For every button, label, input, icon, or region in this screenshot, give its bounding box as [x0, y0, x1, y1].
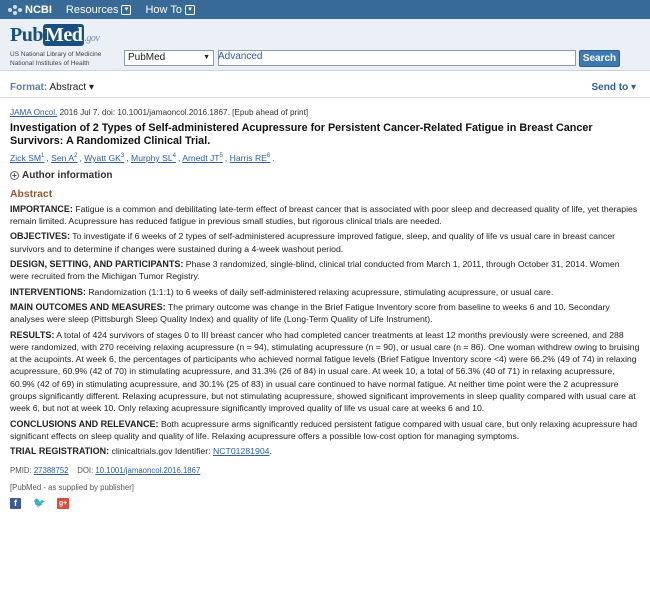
author-information-toggle[interactable] — [10, 170, 640, 181]
format-selector[interactable] — [10, 82, 94, 93]
section-label: MAIN OUTCOMES AND MEASURES: — [10, 301, 166, 312]
abstract-section — [10, 230, 640, 255]
chevron-down-icon: ▼ — [203, 54, 210, 61]
divider — [0, 97, 650, 98]
abstract-section — [10, 258, 640, 283]
section-text: To investigate if 6 weeks of 2 types of self-administered acupressure improved fatigue, sleep, and quality of life vs usual care in breast cancer survivors and to determine if changes were sustained during a 4-week washout period. — [10, 231, 616, 254]
article-title: Investigation of 2 Types of Self-administered Acupressure for Persistent Cancer-Related Fatigue in Breast Cancer Survivors: A Randomized Clinical Trial. — [10, 122, 593, 147]
author-link[interactable]: Harris $RE^6$ — [229, 152, 271, 163]
send-to-menu[interactable] — [592, 82, 636, 93]
section-label: DESIGN, SETTING, AND PARTICIPANTS: — [10, 259, 184, 270]
section-label: TRIAL REGISTRATION: — [10, 446, 110, 457]
ncbi-logo[interactable] — [8, 4, 52, 16]
abstract-heading: Abstract — [10, 188, 53, 200]
abstract-section — [10, 418, 640, 443]
section-text: clinicaltrials.gov Identifier: — [109, 446, 213, 457]
pmid-link[interactable]: 27388752 — [33, 465, 69, 475]
section-text: Fatigue is a common and debilitating late-term effect of breast cancer that is associated with poor sleep and decreased quality of life, yet therapies remain limited. Acupressure has reduced fatigue in previous small studies, but rigorous clinical trials are needed. — [10, 203, 638, 227]
section-text: Phase 3 randomized, single-blind, clinical trial conducted from March 1, 2011, through October 31, 2014. Women were recruited from the Michigan Tumor Registry. — [10, 259, 620, 282]
author-link[interactable]: Arnedt $JT^5$ — [182, 152, 223, 163]
section-label: INTERVENTIONS: — [10, 286, 86, 297]
search-input[interactable] — [218, 50, 576, 66]
abstract-section — [10, 286, 640, 298]
format-bar — [10, 82, 636, 93]
search-button[interactable]: Search — [579, 50, 620, 67]
resources-menu-label: Resources — [65, 3, 119, 16]
database-select-value: PubMed — [128, 52, 166, 63]
howto-menu[interactable] — [145, 4, 194, 16]
chevron-down-icon: ▾ — [630, 82, 636, 93]
section-label: RESULTS: — [10, 329, 55, 340]
author-link[interactable]: Murphy $SL^4$ — [131, 152, 176, 163]
author-list: Zick $SM^1$ , Sen $A^2$ , Wyatt $GK^3$ , Murphy $SL^4$ , Arnedt $JT^5$ , Harris $RE^6$ . — [10, 152, 275, 163]
section-text: The primary outcome was change in the Brief Fatigue Inventory score from baseline to weeks 6 and 10. Secondary analyses were sleep (Pittsburgh Sleep Quality Index) and quality of life (Long-Term Quality of Life Instrument). — [10, 301, 610, 325]
abstract-section — [10, 329, 640, 415]
chevron-down-icon: ▾ — [88, 82, 94, 93]
article — [10, 108, 640, 509]
abstract-section — [10, 301, 640, 326]
trial-id-link[interactable]: NCT01281904 — [212, 446, 270, 457]
section-label: OBJECTIVES: — [10, 231, 71, 242]
format-label: Format: — [10, 82, 48, 93]
ncbi-logo-icon — [8, 5, 22, 15]
google-plus-icon[interactable]: g+ — [58, 499, 68, 507]
search-header — [0, 19, 650, 71]
section-text: Both acupressure arms significantly reduced persistent fatigue compared with usual care, but only relaxing acupressure had significant effects on sleep quality and quality of life. Relaxing acupressure offers a possible low-cost option for managing symptoms. — [10, 418, 638, 441]
database-select[interactable] — [124, 50, 214, 66]
author-link[interactable]: Sen $A^2$ — [51, 152, 78, 163]
section-label: CONCLUSIONS AND RELEVANCE: — [10, 418, 159, 429]
author-information-label: Author information — [22, 169, 113, 181]
chevron-down-icon: ▾ — [185, 5, 195, 15]
section-text: A total of 424 survivors of stages 0 to III breast cancer who had completed cancer treatments at least 12 months previously were screened, and 288 were randomized, with 270 receiving relaxing acupressure (n = 94), stimulating acupressure (n = 90), or usual care (n = 86). One woman withdrew owing to bruising at the acupoints. At week 6, the percentages of participants who achieved normal fatigue levels (Brief Fatigue Inventory score <4) were 66.2% (49 of 74) in relaxing acupressure, 60.9% (42 of 70) in stimulating acupressure, and 31.3% (26 of 84) in usual care. At week 10, a total of 56.3% (40 of 71) in relaxing acupressure, 60.9% (42 of 69) in stimulating acupressure, and 30.1% (25 of 83) in usual care continued to have normal fatigue. At neither time point were the 2 acupressure groups significantly different. Relaxing acupressure, but not stimulating acupressure, showed significant improvements in sleep quality compared with usual care at week 6, but not at week 10. Only relaxing acupressure significantly improved quality of life vs usual care at weeks 6 and 10. — [10, 329, 640, 414]
publication-status: [PubMed - as supplied by publisher] — [10, 482, 134, 492]
article-identifiers — [10, 466, 640, 475]
advanced-search-link[interactable]: Advanced — [218, 51, 263, 62]
ncbi-logo-text: NCBI — [25, 3, 52, 16]
doi-label: DOI: — [77, 465, 96, 475]
journal-link[interactable]: JAMA Oncol. — [10, 108, 58, 117]
section-text: Randomization (1:1:1) to 6 weeks of daily self-administered relaxing acupressure, stimulating acupressure, or usual care. — [85, 286, 554, 297]
pmid-label: PMID: — [10, 465, 34, 475]
facebook-icon[interactable]: f — [10, 498, 21, 509]
trial-registration: TRIAL REGISTRATION: clinicaltrials.gov Identifier: NCT01281904. — [10, 446, 272, 457]
pubmed-logo[interactable] — [10, 24, 101, 68]
expand-plus-icon: + — [10, 171, 19, 180]
author-link[interactable]: Wyatt $GK^3$ — [84, 152, 125, 163]
pubmed-logo-sub1: US National Library of Medicine — [10, 51, 102, 58]
pubmed-logo-sub2: National Institutes of Health — [10, 60, 90, 67]
citation-details: 2016 Jul 7. doi: 10.1001/jamaoncol.2016.1867. [Epub ahead of print] — [57, 108, 309, 117]
format-value: Abstract — [49, 82, 87, 93]
doi-link[interactable]: 10.1001/jamaoncol.2016.1867 — [95, 465, 201, 475]
section-label: IMPORTANCE: — [10, 203, 73, 214]
chevron-down-icon: ▾ — [121, 5, 131, 15]
twitter-icon[interactable]: 🐦 — [33, 497, 46, 509]
send-to-label: Send to — [591, 82, 629, 93]
abstract-section — [10, 203, 640, 228]
share-bar — [10, 498, 640, 509]
howto-menu-label: How To — [145, 3, 182, 16]
author-link[interactable]: Zick $SM^1$ — [10, 152, 45, 163]
pubmed-logo-wordmark: Pub Med .gov — [10, 24, 100, 46]
ncbi-top-bar — [0, 0, 650, 19]
citation — [10, 108, 640, 118]
resources-menu[interactable] — [66, 4, 132, 16]
